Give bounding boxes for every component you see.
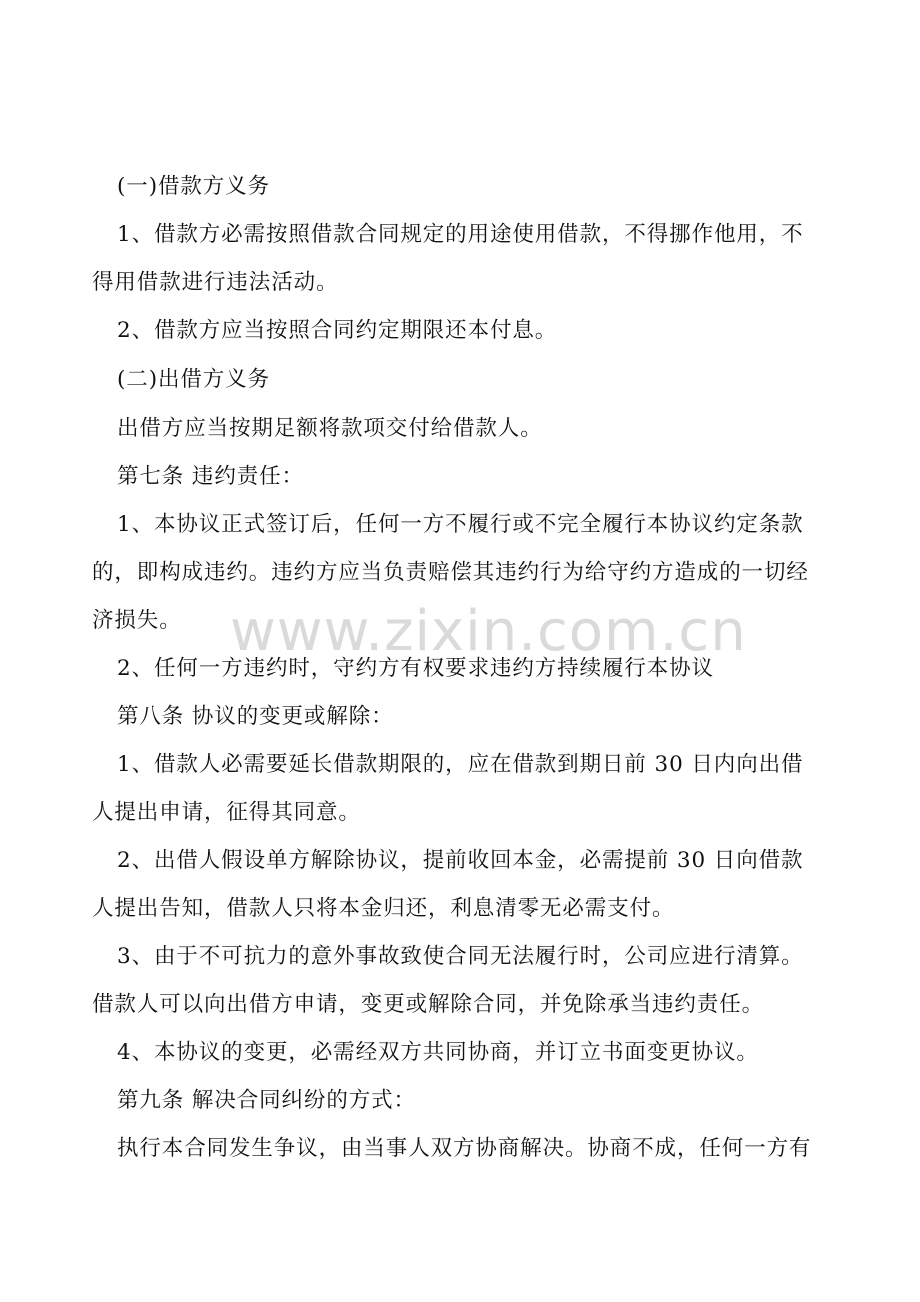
paragraph-line: 济损失。 <box>92 608 182 633</box>
paragraph-line: 4、本协议的变更，必需经双方共同协商，并订立书面变更协议。 <box>117 1040 759 1065</box>
paragraph-line: 2、借款方应当按照合同约定期限还本付息。 <box>117 318 558 343</box>
paragraph-line: 人提出申请，征得其同意。 <box>92 800 361 825</box>
paragraph-line: 人提出告知，借款人只将本金归还，利息清零无必需支付。 <box>92 896 675 921</box>
article-heading: 第九条 解决合同纠纷的方式： <box>117 1088 416 1113</box>
watermark-text: www.zixin.com.cn <box>230 599 747 664</box>
article-heading: 第七条 违约责任： <box>117 464 304 489</box>
paragraph-line: 1、借款人必需要延长借款期限的，应在借款到期日前 30 日内向出借 <box>117 752 804 777</box>
paragraph-line: 出借方应当按期足额将款项交付给借款人。 <box>117 416 543 441</box>
paragraph-line: 1、借款方必需按照借款合同规定的用途使用借款，不得挪作他用，不 <box>117 222 804 247</box>
paragraph-line: 执行本合同发生争议，由当事人双方协商解决。协商不成，任何一方有 <box>117 1136 812 1161</box>
paragraph-line: 得用借款进行违法活动。 <box>92 270 339 295</box>
article-heading: 第八条 协议的变更或解除： <box>117 704 394 729</box>
paragraph-line: 2、出借人假设单方解除协议，提前收回本金，必需提前 30 日向借款 <box>117 848 804 873</box>
section-heading: (一)借款方义务 <box>117 174 270 199</box>
paragraph-line: 的，即构成违约。违约方应当负责赔偿其违约行为给守约方造成的一切经 <box>92 560 809 585</box>
paragraph-line: 1、本协议正式签订后，任何一方不履行或不完全履行本协议约定条款 <box>117 512 804 537</box>
section-heading: (二)出借方义务 <box>117 367 270 392</box>
paragraph-line: 3、由于不可抗力的意外事故致使合同无法履行时，公司应进行清算。 <box>117 944 804 969</box>
paragraph-line: 2、任何一方违约时，守约方有权要求违约方持续履行本协议 <box>117 656 714 681</box>
paragraph-line: 借款人可以向出借方申请，变更或解除合同，并免除承当违约责任。 <box>92 992 765 1017</box>
